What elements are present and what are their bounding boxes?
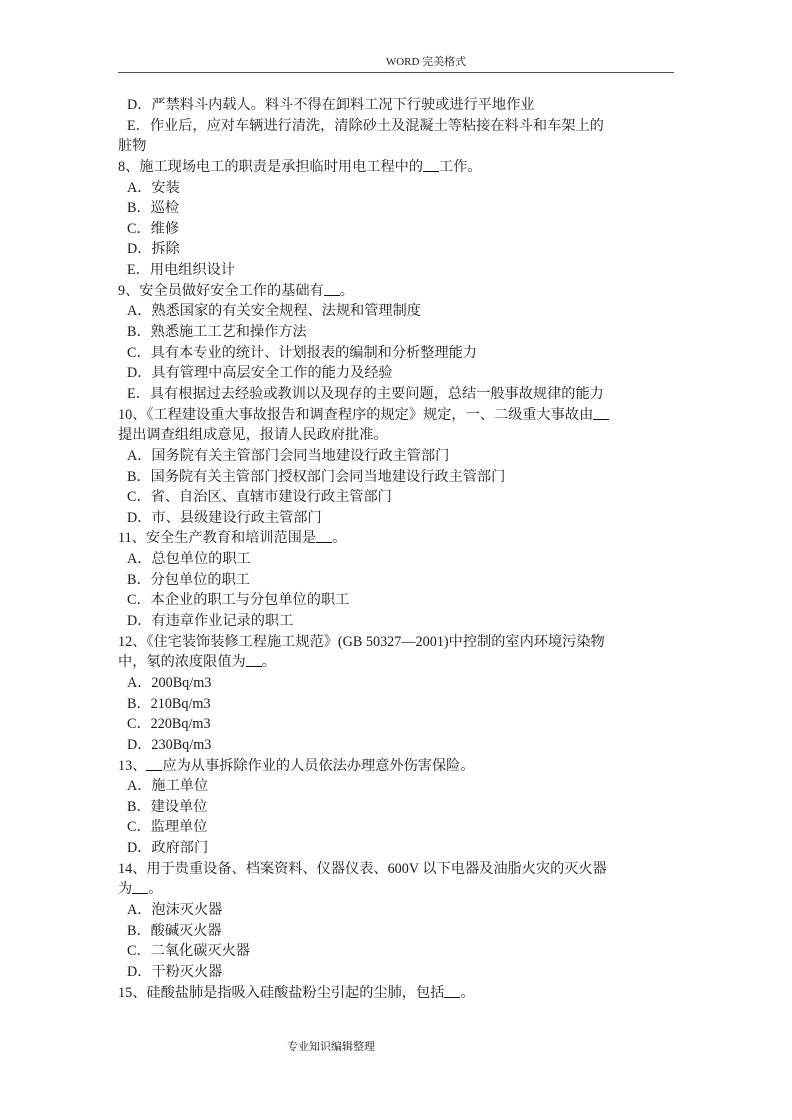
fill-in-blank [324, 282, 340, 296]
line-text: D．干粉灭火器 [127, 963, 223, 980]
line-text: C．本企业的职工与分包单位的职工 [127, 592, 350, 609]
answer-option [118, 384, 678, 405]
line-text: C．具有本专业的统计、计划报表的编制和分析整理能力 [127, 344, 477, 361]
answer-option [118, 611, 678, 632]
line-text: B．巡检 [127, 200, 180, 217]
question-line [118, 632, 678, 653]
question-text-before-blank: 中，氡的浓度限值为 [118, 654, 246, 671]
line-text: 提出调查组组成意见，报请人民政府批准。 [118, 427, 388, 444]
line-text: 14、用于贵重设备、档案资料、仪器仪表、600V 以下电器及油脂火灾的灭火器 [118, 860, 607, 877]
fill-in-blank [132, 880, 148, 894]
answer-option [118, 921, 678, 942]
line-text: E．用电组织设计 [127, 262, 235, 279]
line-text: D．230Bq/m3 [127, 736, 212, 753]
line-text: E．具有根据过去经验或教训以及现存的主要问题，总结一般事故规律的能力 [127, 385, 604, 402]
line-text: C．维修 [127, 220, 180, 237]
question-text-before-blank: 10、《工程建设重大事故报告和调查程序的规定》规定，一、二级重大事故由 [118, 406, 594, 423]
answer-option [118, 198, 678, 219]
question-text-before-blank: 8、施工现场电工的职责是承担临时用电工程中的 [118, 158, 424, 175]
header-divider [118, 72, 674, 73]
line-text: C．监理单位 [127, 819, 208, 836]
answer-option [118, 549, 678, 570]
answer-option [118, 776, 678, 797]
page-header [118, 53, 674, 73]
question-text-after-blank: 应为从事拆除作业的人员依法办理意外伤害保险。 [162, 757, 475, 774]
line-text: A．国务院有关主管部门会同当地建设行政主管部门 [127, 447, 450, 464]
line-text: C．220Bq/m3 [127, 716, 211, 733]
answer-option [118, 487, 678, 508]
question-line [118, 136, 678, 157]
line-text: A．总包单位的职工 [127, 551, 251, 568]
line-text: A．泡沫灭火器 [127, 901, 223, 918]
answer-option [118, 467, 678, 488]
question-text-before-blank: 11、安全生产教育和培训范围是 [118, 530, 317, 547]
line-text: E．作业后，应对车辆进行清洗，清除砂土及混凝土等粘接在料斗和车架上的 [127, 117, 604, 134]
answer-option [118, 95, 678, 116]
document-body [118, 95, 678, 1003]
answer-option [118, 694, 678, 715]
answer-option [118, 363, 678, 384]
answer-option [118, 260, 678, 281]
line-text: A．熟悉国家的有关安全规程、法规和管理制度 [127, 303, 421, 320]
answer-option [118, 817, 678, 838]
answer-option [118, 178, 678, 199]
line-text: B．国务院有关主管部门授权部门会同当地建设行政主管部门 [127, 468, 506, 485]
answer-option [118, 570, 678, 591]
answer-option [118, 590, 678, 611]
answer-option [118, 941, 678, 962]
answer-option [118, 343, 678, 364]
fill-in-blank [423, 158, 439, 172]
question-line [118, 425, 678, 446]
line-text: D．严禁料斗内载人。料斗不得在卸料工况下行驶或进行平地作业 [127, 97, 535, 113]
answer-option [118, 797, 678, 818]
question-text-before-blank: 为 [118, 881, 133, 898]
header-text: WORD 完美格式 [385, 56, 467, 68]
question-text-after-blank: 。 [261, 654, 276, 671]
line-text: D．政府部门 [127, 840, 209, 857]
line-text: B．分包单位的职工 [127, 571, 250, 588]
line-text: A．200Bq/m3 [127, 674, 212, 691]
fill-in-blank [246, 653, 262, 667]
line-text: D．市、县级建设行政主管部门 [127, 509, 322, 526]
line-text: 脏物 [118, 138, 147, 155]
fill-in-blank [146, 757, 162, 771]
line-text: B．210Bq/m3 [127, 695, 211, 712]
line-text: D．拆除 [127, 241, 180, 258]
question-line [118, 859, 678, 880]
question-line [118, 879, 678, 900]
page-footer: 专业知识编辑整理 [287, 1041, 375, 1053]
question-text-after-blank: 。 [339, 282, 354, 299]
line-text: A．安装 [127, 179, 180, 196]
question-text-after-blank: 工作。 [439, 158, 482, 175]
question-text-after-blank: 。 [148, 881, 163, 898]
question-line [118, 652, 678, 673]
question-line [118, 756, 678, 777]
question-text-before-blank: 15、硅酸盐肺是指吸入硅酸盐粉尘引起的尘肺，包括 [118, 984, 445, 1001]
answer-option [118, 219, 678, 240]
answer-option [118, 301, 678, 322]
answer-option [118, 962, 678, 983]
fill-in-blank [316, 529, 332, 543]
question-line [118, 528, 678, 549]
question-line [118, 281, 678, 302]
question-line [118, 157, 678, 178]
line-text: 12、《住宅装饰装修工程施工规范》(GB 50327—2001)中控制的室内环境污染物 [118, 633, 605, 650]
question-line [118, 983, 678, 1004]
line-text: D．具有管理中高层安全工作的能力及经验 [127, 365, 393, 382]
line-text: B．酸碱灭火器 [127, 922, 222, 939]
answer-option [118, 673, 678, 694]
question-line [118, 405, 678, 426]
answer-option [118, 239, 678, 260]
line-text: C．省、自治区、直辖市建设行政主管部门 [127, 489, 392, 506]
answer-option [118, 508, 678, 529]
answer-option [118, 322, 678, 343]
answer-option [118, 735, 678, 756]
question-text-before-blank: 9、安全员做好安全工作的基础有 [118, 282, 324, 299]
answer-option [118, 446, 678, 467]
line-text: B．熟悉施工工艺和操作方法 [127, 324, 307, 341]
answer-option [118, 838, 678, 859]
line-text: B．建设单位 [127, 798, 208, 815]
answer-option [118, 900, 678, 921]
question-text-after-blank: 。 [332, 530, 347, 547]
line-text: A．施工单位 [127, 778, 209, 795]
fill-in-blank [593, 406, 609, 420]
line-text: D．有违章作业记录的职工 [127, 613, 294, 630]
line-text: C．二氧化碳灭火器 [127, 943, 250, 960]
answer-option [118, 714, 678, 735]
fill-in-blank [444, 984, 460, 998]
question-text-after-blank: 。 [460, 984, 475, 1001]
question-text-before-blank: 13、 [118, 757, 147, 774]
answer-option [118, 116, 678, 137]
